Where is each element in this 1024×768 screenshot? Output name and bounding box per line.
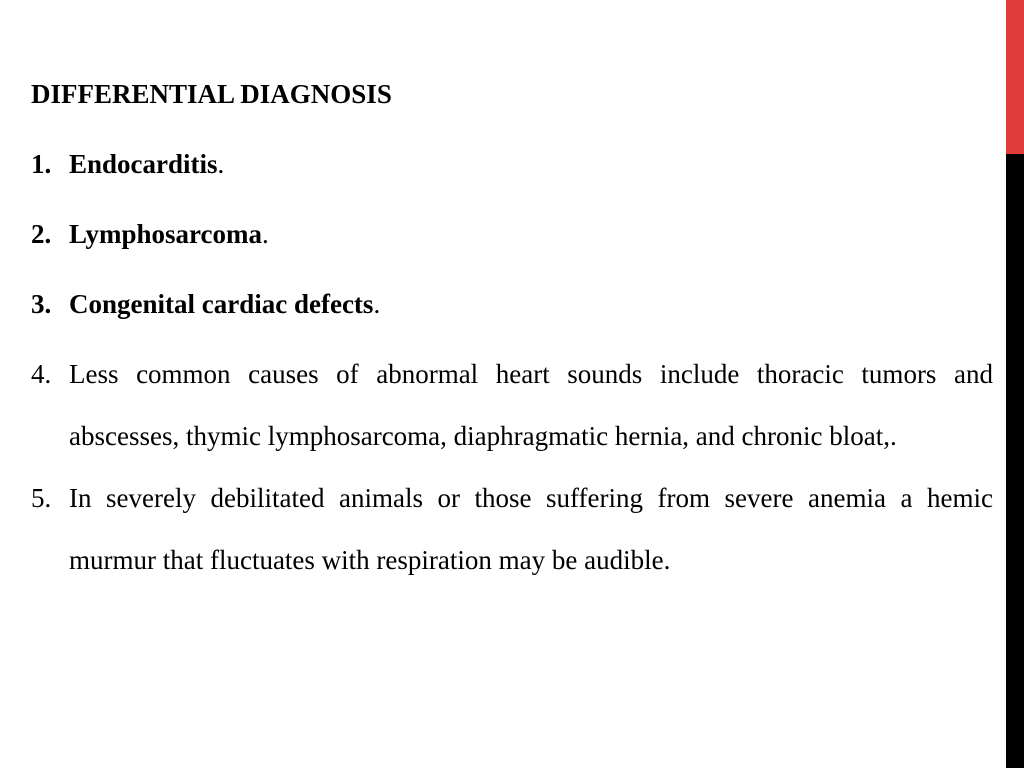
list-item bbox=[31, 216, 993, 252]
list-item-bold-text: Lymphosarcoma bbox=[69, 219, 263, 249]
list-item-text bbox=[69, 216, 993, 252]
list-item-suffix: . bbox=[373, 289, 381, 319]
side-bar-main bbox=[1006, 154, 1024, 768]
list-item bbox=[31, 286, 993, 322]
list-item-number: 2. bbox=[31, 219, 52, 249]
slide-content bbox=[31, 76, 993, 591]
list-item-bold-text: Endocarditis bbox=[69, 149, 218, 179]
list-item-text bbox=[69, 146, 993, 182]
list-item-number: 3. bbox=[31, 289, 52, 319]
list-item-bold-text: Congenital cardiac defects bbox=[69, 289, 374, 319]
list-item bbox=[31, 146, 993, 182]
side-bar bbox=[1006, 0, 1024, 768]
list-item bbox=[31, 343, 993, 467]
list-item-text bbox=[69, 286, 993, 322]
list-item-number: 4. bbox=[31, 359, 52, 389]
slide-title: DIFFERENTIAL DIAGNOSIS bbox=[31, 79, 392, 109]
list-item-suffix: . bbox=[262, 219, 269, 249]
side-bar-accent bbox=[1006, 0, 1024, 154]
diagnosis-list bbox=[31, 146, 993, 591]
list-item-number: 1. bbox=[31, 149, 52, 179]
list-item-text: Less common causes of abnormal heart sounds include thoracic tumors and abscesses, thymic lymphosarcoma, diaphragmatic hernia, and chronic bloat,. bbox=[69, 359, 993, 451]
list-item-number: 5. bbox=[31, 483, 52, 513]
list-item-suffix: . bbox=[217, 149, 225, 179]
list-item bbox=[31, 467, 993, 591]
list-item-text: In severely debilitated animals or those suffering from severe anemia a hemic murmur that fluctuates with respiration may be audible. bbox=[69, 483, 993, 575]
